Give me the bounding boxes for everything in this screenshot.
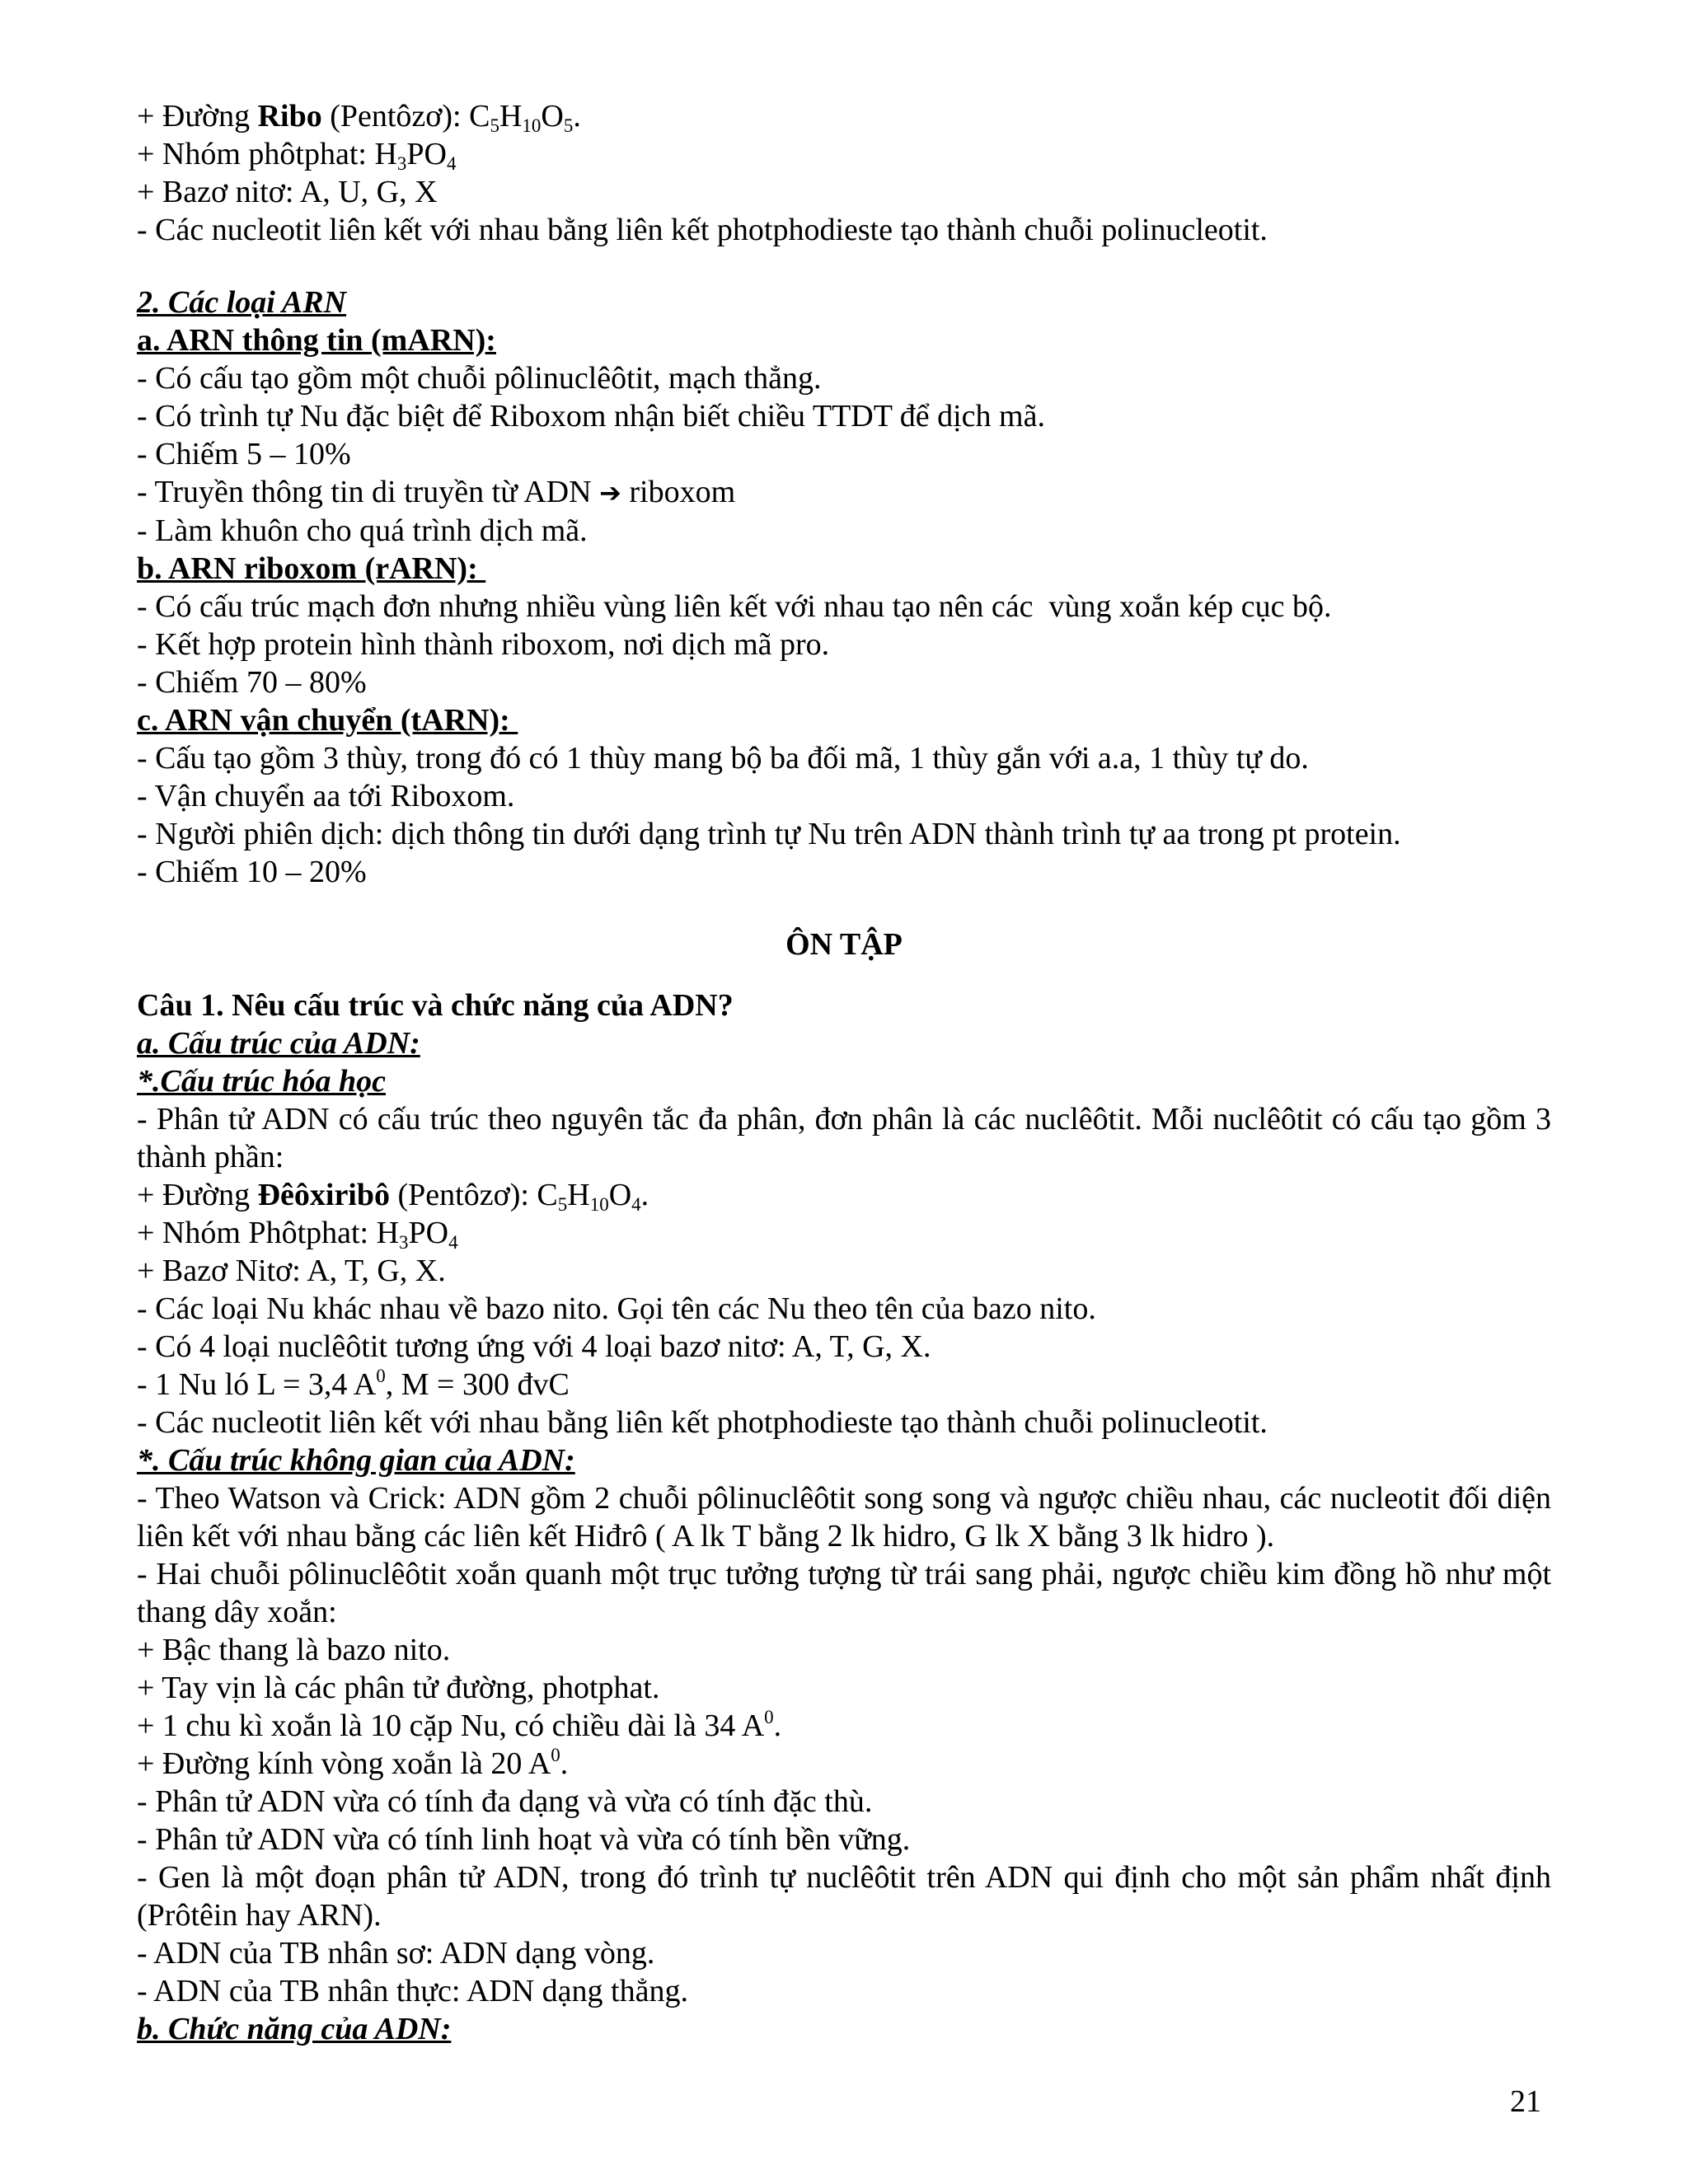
document-page (137, 97, 1551, 2048)
trna-line-1: - Cấu tạo gồm 3 thùy, trong đó có 1 thùy mang bộ ba đối mã, 1 thùy gắn với a.a, 1 thùy tự do. (137, 741, 1309, 776)
trna-heading: c. ARN vận chuyển (tARN): (137, 703, 518, 738)
watson-crick-paragraph: - Theo Watson và Crick: ADN gồm 2 chuỗi pôlinuclêôtit song song và ngược chiều nhau, các nucleotit đối diện liên kết với nhau bằng các liên kết Hiđrô ( A lk T bằng 2 lk hidro, G lk X bằng 3 lk hidro ). (137, 1481, 1551, 1554)
gene-paragraph: - Gen là một đoạn phân tử ADN, trong đó trình tự nuclêôtit trên ADN qui định cho một sản phẩm nhất định (Prôtêin hay ARN). (137, 1860, 1551, 1933)
flexibility-line: - Phân tử ADN vừa có tính linh hoạt và vừa có tính bền vững. (137, 1822, 911, 1857)
rrna-line-2: - Kết hợp protein hình thành riboxom, nơi dịch mã pro. (137, 627, 830, 662)
right-arrow-icon: ➔ (599, 477, 621, 509)
mrna-line-2: - Có trình tự Nu đặc biệt để Riboxom nhận biết chiều TTDT để dịch mã. (137, 399, 1045, 434)
mrna-heading: a. ARN thông tin (mARN): (137, 323, 496, 358)
rrna-line-1: - Có cấu trúc mạch đơn nhưng nhiều vùng liên kết với nhau tạo nên các vùng xoắn kép cục bộ. (137, 589, 1332, 624)
rrna-line-3: - Chiếm 70 – 80% (137, 665, 367, 700)
mrna-line-1: - Có cấu tạo gồm một chuỗi pôlinuclêôtit, mạch thẳng. (137, 361, 822, 396)
review-title: ÔN TẬP (785, 927, 903, 962)
chemical-paragraph: - Phân tử ADN có cấu trúc theo nguyên tắc đa phân, đơn phân là các nuclêôtit. Mỗi nuclêôtit có cấu tạo gồm 3 thành phần: (137, 1102, 1551, 1174)
page-number: 21 (1510, 2084, 1541, 2119)
trna-line-3: - Người phiên dịch: dịch thông tin dưới dạng trình tự Nu trên ADN thành trình tự aa trong pt protein. (137, 817, 1401, 851)
deoxyribose-line: + Đường Đêôxiribô (Pentôzơ): $C_5H_{10}O_4$. (137, 1178, 649, 1215)
nu-size-line: - 1 Nu ló L = 3,4 $A^0$, M = 300 đvC (137, 1366, 570, 1402)
spacer (137, 249, 1551, 284)
ribose-line: + Đường Ribo (Pentôzơ): $C_5H_{10}O_5$. (137, 99, 581, 136)
spatial-structure-heading: *. Cấu trúc không gian của ADN: (137, 1443, 575, 1478)
phosphate-line: + Nhóm phôtphat: $H_3PO_4$ (137, 137, 457, 174)
prokaryote-line: - ADN của TB nhân sơ: ADN dạng vòng. (137, 1936, 655, 1971)
base-line: + Bazơ nitơ: A, U, G, X (137, 175, 438, 209)
dna-bond-line: - Các nucleotit liên kết với nhau bằng liên kết photphodieste tạo thành chuỗi polinucleotit. (137, 1405, 1268, 1440)
diversity-line: - Phân tử ADN vừa có tính đa dạng và vừa có tính đặc thù. (137, 1784, 873, 1819)
mrna-line-5: - Làm khuôn cho quá trình dịch mã. (137, 513, 588, 548)
rna-types-heading: 2. Các loại ARN (137, 285, 347, 320)
ladder-rail-line: + Tay vịn là các phân tử đường, photphat. (137, 1671, 660, 1705)
rrna-heading: b. ARN riboxom (rARN): (137, 551, 486, 586)
nu-kinds-line: - Các loại Nu khác nhau về bazo nito. Gọi tên các Nu theo tên của bazo nito. (137, 1291, 1096, 1326)
mrna-line-4: - Truyền thông tin di truyền từ ADN ➔ riboxom (137, 475, 736, 509)
function-heading: b. Chức năng của ADN: (137, 2012, 452, 2046)
question-1: Câu 1. Nêu cấu trúc và chức năng của ADN? (137, 988, 734, 1023)
dna-phosphate-line: + Nhóm Phôtphat: $H_3PO_4$ (137, 1216, 458, 1253)
ladder-step-line: + Bậc thang là bazo nito. (137, 1633, 451, 1667)
chemical-structure-heading: *.Cấu trúc hóa học (137, 1064, 386, 1099)
helix-diameter-line: + Đường kính vòng xoắn là 20 $A^0$. (137, 1745, 569, 1781)
helix-cycle-line: + 1 chu kì xoắn là 10 cặp Nu, có chiều dài là 34 $A^0$. (137, 1707, 782, 1743)
eukaryote-line: - ADN của TB nhân thực: ADN dạng thẳng. (137, 1974, 688, 2008)
mrna-line-3: - Chiếm 5 – 10% (137, 437, 351, 471)
bond-line: - Các nucleotit liên kết với nhau bằng liên kết photphodieste tạo thành chuỗi polinucleotit. (137, 213, 1268, 247)
trna-line-2: - Vận chuyển aa tới Riboxom. (137, 779, 515, 813)
helix-paragraph: - Hai chuỗi pôlinuclêôtit xoắn quanh một trục tưởng tượng từ trái sang phải, ngược chiều kim đồng hồ như một thang dây xoắn: (137, 1557, 1551, 1629)
four-nu-line: - Có 4 loại nuclêôtit tương ứng với 4 loại bazơ nitơ: A, T, G, X. (137, 1329, 931, 1364)
trna-line-4: - Chiếm 10 – 20% (137, 855, 367, 889)
spacer (137, 963, 1551, 987)
structure-heading: a. Cấu trúc của ADN: (137, 1026, 420, 1061)
spacer (137, 891, 1551, 926)
dna-base-line: + Bazơ Nitơ: A, T, G, X. (137, 1254, 446, 1288)
